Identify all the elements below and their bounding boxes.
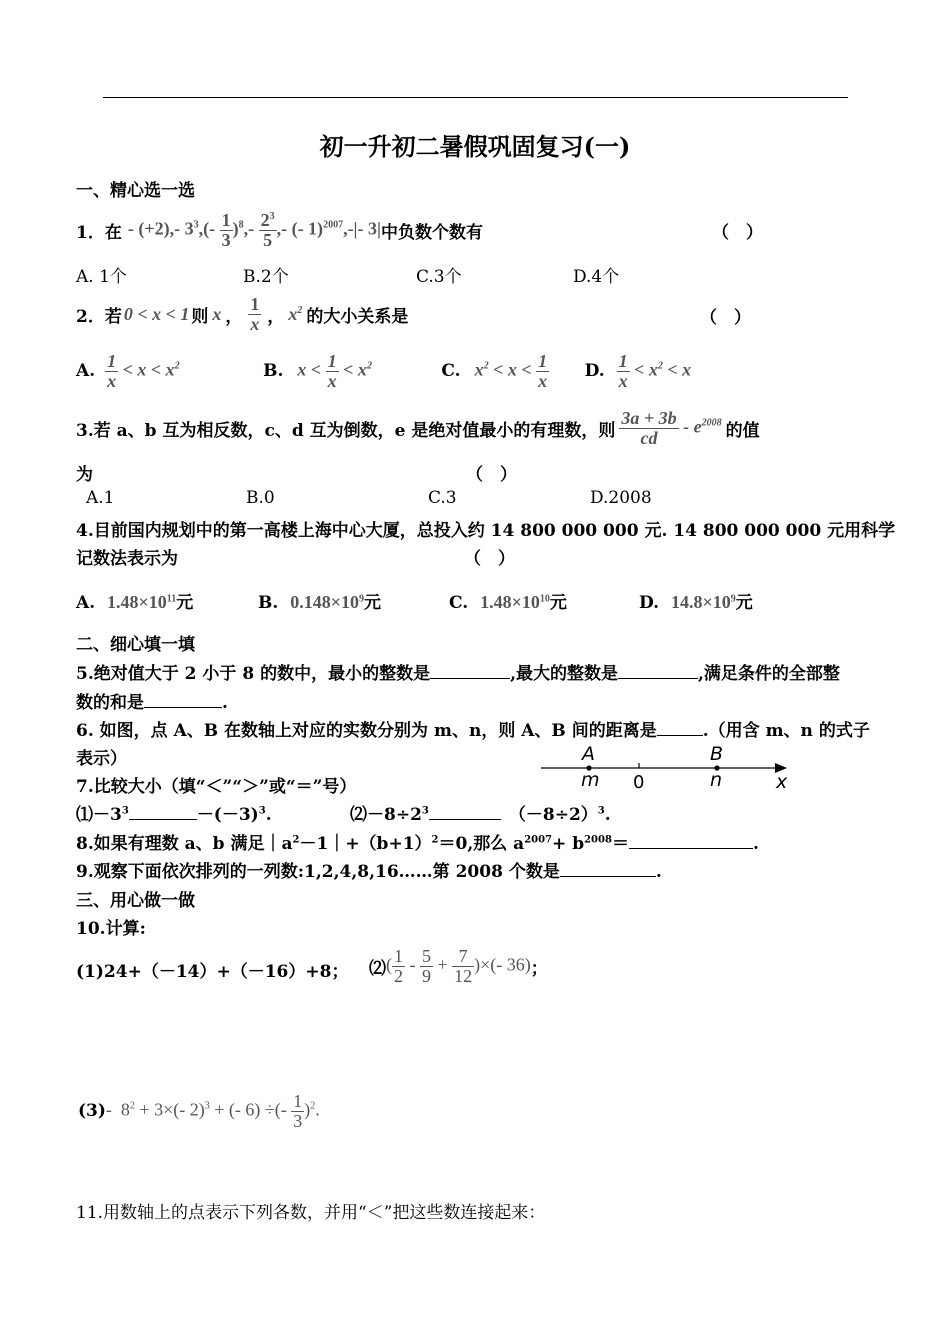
q2-fraction: $\frac{1}{x}$ [250, 293, 260, 334]
q4-option-c-mantissa: 1.48×10 [480, 592, 540, 612]
q2-option-c-expr: $x^2 < x$ < $\frac{1}{x}$ [474, 350, 548, 391]
q4-option-b-unit: 元 [363, 593, 381, 613]
q11: 11.用数轴上的点表示下列各数，并用“＜”把这些数连接起来： [76, 1203, 546, 1223]
q1-expression: - (+2),- $3^3,(-$ $\frac{1}{3}$ )$^8$,- $\frac{2^3}{5}$ ,- (- 1)$^{2007}$,-|- 3| [127, 209, 381, 250]
q2-sep2: ， [267, 306, 285, 327]
page-title: 初一升初二暑假巩固复习(一) [319, 132, 631, 161]
q3-option-a: A.1 [86, 488, 115, 508]
q7-part1-left: ⑴－3 [76, 805, 122, 825]
q7-line2: $⑴-3^3 -(-3)^3$. [76, 805, 272, 825]
q4-option-d-unit: 元 [735, 593, 753, 613]
q5-line1 [76, 659, 840, 684]
q8-text-a: 8.如果有理数 a、b 满足｜a [76, 834, 293, 854]
q8-text-e: ＝ [611, 834, 629, 854]
section-heading-3: 三、用心做一做 [76, 891, 195, 911]
q4-option-c-exp: 10 [539, 593, 550, 605]
q10-part2: ⑵ ( $\frac{1}{2}$ - $\frac{5}{9}$ + $\frac{7}{12}$ )×(- 36) ； [369, 945, 548, 986]
question-3 [76, 402, 760, 454]
question-1 [76, 204, 483, 256]
q7-dot-1: . [265, 805, 272, 825]
q4-option-a-exp: 11 [166, 593, 177, 605]
q6-text-a: 6. 如图，点 A、B 在数轴上对应的实数分别为 m、n，则 A、B 间的距离是 [76, 721, 657, 741]
q4-line1: 4.目前国内规划中的第一高楼上海中心大厦，总投入约 14 800 000 000 元. 14 800 000 000 元用科学 [76, 521, 896, 541]
q2-tail: 的大小关系是 [306, 306, 409, 327]
q7-part2-left: ⑵－8÷2 [350, 805, 422, 825]
q4-line2: 记数法表示为 [76, 549, 178, 569]
q9-blank[interactable] [560, 876, 656, 877]
q1-num: 1．在 [76, 222, 122, 243]
q5-blank-sum[interactable] [144, 707, 222, 708]
q10-part3 [78, 1085, 320, 1137]
q2-condition: 0 < x < 1 [123, 303, 190, 324]
q3-text: 3.若 a、b 互为相反数，c、d 互为倒数，e 是绝对值最小的有理数，则 [76, 420, 616, 441]
q4-option-b-mantissa: 0.148×10 [290, 592, 359, 612]
q1-answer-paren: （ ） [712, 223, 763, 243]
q4-option-c-unit: 元 [549, 593, 567, 613]
q4-option-c-label: C. [449, 593, 469, 613]
q4-option-a [76, 588, 193, 613]
q6-blank-distance[interactable] [657, 735, 703, 736]
label-b: B [710, 743, 724, 765]
q9 [76, 857, 662, 882]
q2-x-squared: $x^2$ [288, 303, 303, 324]
q2-answer-paren: （ ） [700, 308, 751, 328]
header-rule [103, 97, 848, 98]
q7-blank-1[interactable] [129, 819, 197, 820]
q2-sep: ， [225, 306, 243, 327]
q2-option-b-label: B. [263, 361, 284, 381]
q4-option-b [258, 588, 381, 613]
q2-option-a-label: A. [76, 361, 96, 381]
label-n: n [710, 769, 723, 791]
q4-option-a-label: A. [76, 593, 96, 613]
q1-option-c: C.3个 [416, 267, 462, 287]
q5-text-a: 5.绝对值大于 2 小于 8 的数中，最小的整数是 [76, 664, 431, 684]
q5-blank-min[interactable] [430, 678, 510, 679]
q4-option-a-mantissa: 1.48×10 [107, 592, 167, 612]
q4-option-a-unit: 元 [176, 593, 194, 613]
q8: 8.如果有理数 a、b 满足$|a^2-1|+(b+1)^2=0$,那么 $a^{2007}+ b^{2008}=$ . [76, 834, 759, 854]
q2-option-b-expr: x < $\frac{1}{x}$ < $x^2$ [297, 350, 372, 391]
q8-text-f: . [752, 834, 759, 854]
q7-part2-right: （－8÷2） [508, 805, 598, 825]
q5-line2 [76, 688, 228, 713]
label-zero: 0 [633, 772, 645, 793]
label-m: m [581, 769, 600, 791]
q7-part1-right: －(－3) [196, 805, 259, 825]
q2-x: x [212, 303, 222, 324]
q7-part2: $⑵-8\div 2^3$ $(-8\div 2)^3$. [350, 805, 611, 825]
q4-answer-paren: （ ） [464, 549, 515, 569]
q5-text-b: ,最大的整数是 [510, 664, 618, 684]
q4-option-d-mantissa: 14.8×10 [670, 592, 731, 612]
q9-dot: . [655, 862, 662, 882]
q1-option-b: B.2个 [243, 267, 289, 287]
q2-option-a-expr: $\frac{1}{x}$ < $x < x^2$ [107, 350, 180, 391]
q5-blank-max[interactable] [618, 678, 698, 679]
q3-tail: 的值 [725, 420, 760, 441]
q8-text-b: －1｜+（b+1） [299, 834, 432, 854]
q10-part3-label: (3) [78, 1101, 106, 1121]
q10-heading: 10.计算: [76, 919, 146, 939]
q2-option-d-label: D. [584, 361, 605, 381]
q10-part3-expression: - $8^2 + 3\times(-$ 2)$^3$ + (- 6) ÷(- $\frac{1}{3}$ )$^2$. [105, 1090, 320, 1131]
label-x: x [776, 771, 788, 793]
q8-blank[interactable] [629, 848, 753, 849]
q8-text-d: + b [552, 834, 585, 854]
q3-option-d: D.2008 [590, 488, 652, 508]
q6-line2: 表示） [76, 749, 127, 769]
q3-line2: 为 [76, 465, 93, 485]
q6-text-b: .（用含 m、n 的式子 [702, 721, 870, 741]
section-heading-2: 二、细心填一填 [76, 635, 195, 655]
q4-option-b-exp: 9 [358, 593, 364, 605]
q2-option-c-label: C. [441, 361, 461, 381]
q7-dot-2: . [604, 805, 611, 825]
q5-text-c: ,满足条件的全部整 [698, 664, 840, 684]
q9-text: 9.观察下面依次排列的一列数:1,2,4,8,16……第 2008 个数是 [76, 862, 560, 882]
q7-line1: 7.比较大小（填“＜”“＞”或“＝”号） [76, 777, 357, 797]
q1-option-d: D.4个 [573, 267, 620, 287]
q5-text-d: 数的和是 [76, 693, 144, 713]
q10-part2-label: ⑵ [369, 958, 386, 979]
q4-option-d-exp: 9 [730, 593, 736, 605]
q1-tail: 中负数个数有 [380, 222, 483, 243]
q5-text-e: . [222, 693, 228, 713]
q2-num: 2．若 [76, 306, 122, 327]
q4-option-b-label: B. [258, 593, 279, 613]
q7-blank-2[interactable] [429, 819, 501, 820]
section-heading-1: 一、精心选一选 [76, 181, 195, 201]
q2-options [76, 344, 691, 398]
q4-option-c [449, 588, 567, 613]
q10-part1: (1)24+（－14）+（－16）+8； [76, 962, 349, 982]
q2-option-d-expr: $\frac{1}{x}$ < $x^2 < x$ [618, 350, 692, 391]
q3-expression: $\frac{3a + 3b}{cd}$ - $e^{2008}$ [621, 407, 722, 448]
q2-then: 则 [191, 306, 209, 327]
q4-option-d [639, 588, 753, 613]
label-a: A [582, 743, 595, 765]
q10-part2-expression: ( $\frac{1}{2}$ - $\frac{5}{9}$ + $\frac{7}{12}$ )×(- 36) [386, 945, 531, 986]
q4-option-d-label: D. [639, 593, 660, 613]
q3-option-c: C.3 [428, 488, 457, 508]
q8-text-c: ＝0,那么 a [438, 834, 525, 854]
number-line-figure [535, 738, 795, 794]
q1-option-a: A. 1个 [76, 267, 127, 287]
q3-answer-paren: （ ） [466, 465, 517, 485]
q3-option-b: B.0 [246, 488, 275, 508]
question-2 [76, 288, 408, 340]
